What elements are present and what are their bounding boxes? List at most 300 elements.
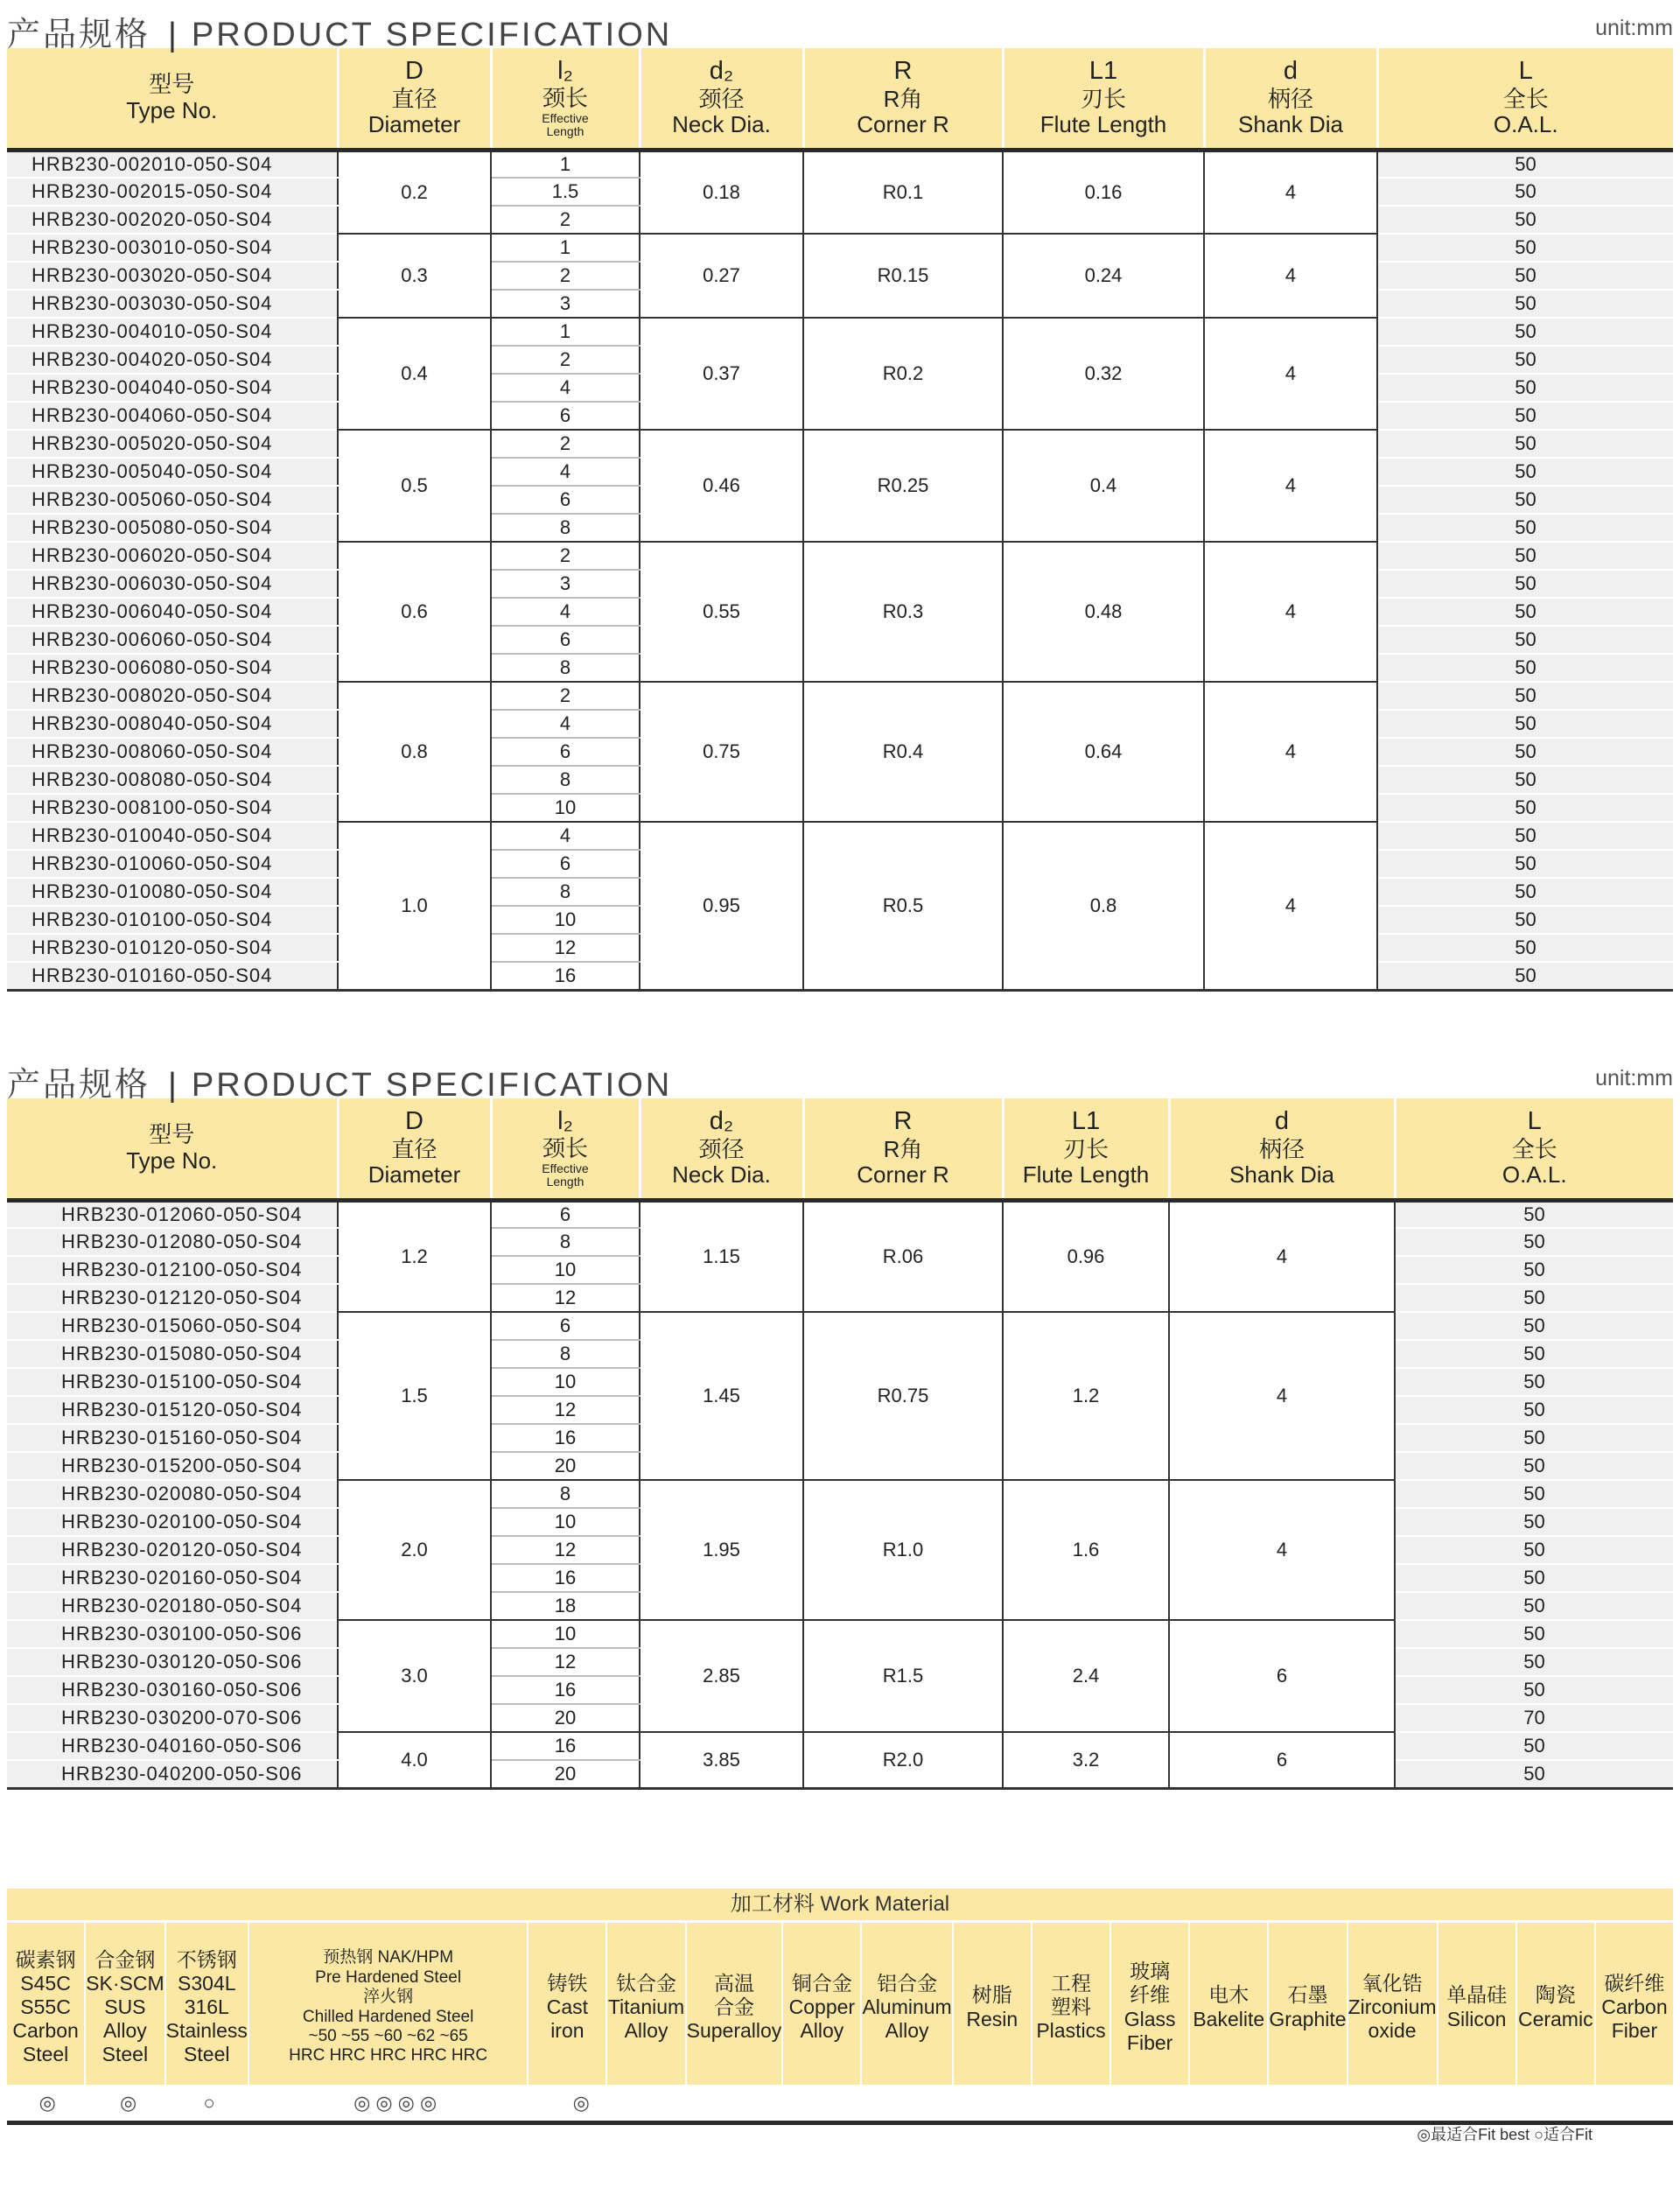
- oal-cell: 50: [1395, 1340, 1673, 1368]
- neck-dia-cell: 1.15: [640, 1200, 803, 1312]
- type-no-cell: HRB230-003020-050-S04: [7, 262, 338, 290]
- header-corner-r-line: R角: [883, 1135, 923, 1162]
- neck-length-cell: 16: [491, 1564, 640, 1592]
- neck-length-cell: 4: [491, 710, 640, 738]
- oal-cell: 50: [1395, 1676, 1673, 1704]
- oal-cell: 50: [1377, 234, 1673, 262]
- table-row: [7, 822, 1673, 850]
- title-en: PRODUCT SPECIFICATION: [191, 1067, 673, 1104]
- neck-dia-cell: 0.18: [640, 150, 803, 234]
- material-label: SUS: [104, 1995, 146, 2018]
- type-no-cell: HRB230-006080-050-S04: [7, 654, 338, 682]
- neck-dia-cell: 0.75: [640, 682, 803, 822]
- material-label: HRC HRC HRC HRC HRC: [289, 2046, 488, 2065]
- oal-cell: 50: [1377, 262, 1673, 290]
- neck-dia-cell: 0.55: [640, 542, 803, 682]
- type-no-cell: HRB230-008080-050-S04: [7, 766, 338, 794]
- header-diameter-line: 直径: [391, 1135, 438, 1162]
- header-flute-length: [1003, 48, 1204, 150]
- shank-dia-cell: 4: [1204, 150, 1377, 234]
- neck-dia-cell: 3.85: [640, 1732, 803, 1788]
- header-diameter-line: Diameter: [368, 111, 461, 138]
- material-label: Chilled Hardened Steel: [302, 2007, 474, 2026]
- header-neck-length: [491, 1098, 640, 1200]
- header-type-no-line: 型号: [149, 1120, 195, 1147]
- header-diameter-line: Diameter: [368, 1161, 461, 1189]
- material-label: Bakelite: [1193, 2007, 1265, 2030]
- neck-length-cell: 6: [491, 850, 640, 878]
- neck-length-cell: 3: [491, 570, 640, 598]
- header-neck-length-line: l₂: [557, 56, 573, 85]
- work-material-table: [7, 1889, 1673, 2125]
- material-label: 纤维: [1130, 1983, 1171, 2007]
- material-label: Carbon: [1601, 1995, 1668, 2018]
- type-no-cell: HRB230-008040-050-S04: [7, 710, 338, 738]
- neck-length-cell: 8: [491, 654, 640, 682]
- type-no-cell: HRB230-015200-050-S04: [7, 1452, 338, 1480]
- material-column: [1596, 1923, 1673, 2085]
- header-flute-length-line: L1: [1071, 1107, 1101, 1136]
- shank-dia-cell: 4: [1204, 318, 1377, 430]
- header-type-no: [7, 1098, 338, 1200]
- header-corner-r-line: Corner R: [857, 111, 949, 138]
- table-row: [7, 234, 1673, 262]
- oal-cell: 50: [1395, 1564, 1673, 1592]
- type-no-cell: HRB230-030160-050-S06: [7, 1676, 338, 1704]
- material-label: Graphite: [1269, 2007, 1347, 2030]
- material-column: [1111, 1923, 1190, 2085]
- material-label: Ceramic: [1517, 2007, 1593, 2030]
- type-no-cell: HRB230-020180-050-S04: [7, 1592, 338, 1620]
- header-diameter-line: D: [405, 57, 424, 86]
- flute-length-cell: 1.2: [1003, 1312, 1169, 1480]
- neck-dia-cell: 1.95: [640, 1480, 803, 1620]
- material-label: Silicon: [1446, 2007, 1507, 2030]
- header-neck-length-line: Length: [546, 124, 584, 139]
- type-no-cell: HRB230-008060-050-S04: [7, 738, 338, 766]
- oal-cell: 50: [1377, 878, 1673, 906]
- neck-length-cell: 4: [491, 374, 640, 402]
- material-label: Plastics: [1036, 2019, 1106, 2043]
- neck-length-cell: 1: [491, 318, 640, 346]
- neck-length-cell: 4: [491, 598, 640, 626]
- material-label: S304L: [178, 1971, 236, 1995]
- material-label: 碳素钢: [15, 1947, 76, 1971]
- header-oal-line: L: [1518, 57, 1533, 86]
- neck-length-cell: 8: [491, 1340, 640, 1368]
- header-neck-dia: [640, 1098, 803, 1200]
- type-no-cell: HRB230-010040-050-S04: [7, 822, 338, 850]
- table-row: [7, 542, 1673, 570]
- material-column: [249, 1923, 528, 2085]
- diameter-cell: 1.5: [338, 1312, 491, 1480]
- oal-cell: 50: [1377, 542, 1673, 570]
- header-flute-length: [1003, 1098, 1169, 1200]
- material-label: Alloy: [624, 2019, 668, 2043]
- header-neck-length-line: Effective: [542, 110, 589, 125]
- type-no-cell: HRB230-030100-050-S06: [7, 1620, 338, 1648]
- oal-cell: 50: [1395, 1424, 1673, 1452]
- material-column: [687, 1923, 784, 2085]
- material-label: Alloy: [800, 2019, 844, 2043]
- neck-length-cell: 3: [491, 290, 640, 318]
- type-no-cell: HRB230-012060-050-S04: [7, 1200, 338, 1228]
- material-label: Titanium: [607, 1995, 685, 2018]
- type-no-cell: HRB230-010100-050-S04: [7, 906, 338, 934]
- work-material-title: [7, 1889, 1673, 1920]
- material-label: SK·SCM: [86, 1971, 164, 1995]
- oal-cell: 50: [1377, 570, 1673, 598]
- neck-length-cell: 6: [491, 402, 640, 430]
- oal-cell: 50: [1395, 1284, 1673, 1312]
- flute-length-cell: 0.48: [1003, 542, 1204, 682]
- type-no-cell: HRB230-030200-070-S06: [7, 1704, 338, 1732]
- header-corner-r-line: R角: [883, 85, 923, 112]
- material-column: [1517, 1923, 1596, 2085]
- oal-cell: 50: [1395, 1256, 1673, 1284]
- oal-cell: 50: [1395, 1200, 1673, 1228]
- header-row: [7, 48, 1673, 150]
- type-no-cell: HRB230-004010-050-S04: [7, 318, 338, 346]
- oal-cell: 50: [1377, 710, 1673, 738]
- corner-r-cell: R0.2: [803, 318, 1003, 430]
- type-no-cell: HRB230-020080-050-S04: [7, 1480, 338, 1508]
- neck-length-cell: 4: [491, 822, 640, 850]
- material-label: 高温: [713, 1971, 754, 1995]
- type-no-cell: HRB230-010160-050-S04: [7, 962, 338, 990]
- material-label: Steel: [184, 2043, 230, 2066]
- material-label: Copper: [788, 1995, 856, 2018]
- shank-dia-cell: 6: [1169, 1732, 1395, 1788]
- corner-r-cell: R1.5: [803, 1620, 1003, 1732]
- type-no-cell: HRB230-020160-050-S04: [7, 1564, 338, 1592]
- type-no-cell: HRB230-006040-050-S04: [7, 598, 338, 626]
- corner-r-cell: R0.1: [803, 150, 1003, 234]
- header-neck-length: [491, 48, 640, 150]
- material-column: [954, 1923, 1032, 2085]
- type-no-cell: HRB230-002020-050-S04: [7, 206, 338, 234]
- flute-length-cell: 0.96: [1003, 1200, 1169, 1312]
- neck-length-cell: 12: [491, 934, 640, 962]
- section-title-row: [7, 1050, 1673, 1104]
- suitability-mark: ◎ ◎ ◎ ◎: [354, 2091, 438, 2114]
- material-label: iron: [550, 2019, 584, 2043]
- header-neck-dia-line: d₂: [709, 57, 734, 86]
- corner-r-cell: R0.5: [803, 822, 1003, 990]
- flute-length-cell: 0.24: [1003, 234, 1204, 318]
- oal-cell: 50: [1377, 374, 1673, 402]
- header-neck-dia-line: Neck Dia.: [672, 1161, 771, 1189]
- header-flute-length-line: Flute Length: [1040, 111, 1167, 138]
- suitability-mark: ◎: [572, 2091, 590, 2114]
- suitability-mark: ○: [203, 2091, 215, 2114]
- wm-title-en: Work Material: [820, 1892, 950, 1916]
- neck-length-cell: 2: [491, 206, 640, 234]
- oal-cell: 50: [1395, 1592, 1673, 1620]
- header-shank-dia-line: Shank Dia: [1229, 1161, 1334, 1189]
- neck-length-cell: 8: [491, 1480, 640, 1508]
- header-diameter-line: 直径: [391, 85, 438, 112]
- neck-length-cell: 6: [491, 1312, 640, 1340]
- oal-cell: 50: [1377, 626, 1673, 654]
- diameter-cell: 0.4: [338, 318, 491, 430]
- material-label: Alloy: [102, 2019, 147, 2043]
- header-corner-r-line: R: [893, 57, 913, 86]
- corner-r-cell: R2.0: [803, 1732, 1003, 1788]
- neck-length-cell: 1: [491, 234, 640, 262]
- type-no-cell: HRB230-012120-050-S04: [7, 1284, 338, 1312]
- shank-dia-cell: 4: [1204, 822, 1377, 990]
- title-cn: 产品规格: [7, 1067, 151, 1104]
- header-oal-line: O.A.L.: [1502, 1161, 1567, 1189]
- corner-r-cell: R0.25: [803, 430, 1003, 542]
- header-corner-r: [803, 48, 1003, 150]
- material-column: [86, 1923, 165, 2085]
- title-cn: 产品规格: [7, 17, 151, 53]
- header-row: [7, 1098, 1673, 1200]
- material-label: 钛合金: [616, 1971, 677, 1995]
- oal-cell: 50: [1395, 1368, 1673, 1396]
- type-no-cell: HRB230-015060-050-S04: [7, 1312, 338, 1340]
- header-neck-length-line: Effective: [542, 1161, 589, 1175]
- header-shank-dia-line: 柄径: [1258, 1135, 1305, 1162]
- type-no-cell: HRB230-012100-050-S04: [7, 1256, 338, 1284]
- spec-table-1: [7, 48, 1673, 992]
- material-label: ~50 ~55 ~60 ~62 ~65: [308, 2026, 468, 2045]
- material-label: 合金钢: [94, 1947, 156, 1971]
- material-label: 工程: [1050, 1971, 1091, 1995]
- type-no-cell: HRB230-015160-050-S04: [7, 1424, 338, 1452]
- neck-length-cell: 10: [491, 1256, 640, 1284]
- oal-cell: 50: [1377, 822, 1673, 850]
- material-label: Cast: [546, 1995, 589, 2018]
- neck-length-cell: 2: [491, 346, 640, 374]
- type-no-cell: HRB230-010060-050-S04: [7, 850, 338, 878]
- diameter-cell: 1.0: [338, 822, 491, 990]
- neck-length-cell: 10: [491, 794, 640, 822]
- neck-length-cell: 4: [491, 458, 640, 486]
- header-shank-dia-line: d: [1283, 57, 1298, 86]
- material-label: 预热钢 NAK/HPM: [323, 1948, 454, 1967]
- material-label: 氧化锆: [1362, 1971, 1423, 1995]
- neck-length-cell: 8: [491, 514, 640, 542]
- type-no-cell: HRB230-004060-050-S04: [7, 402, 338, 430]
- oal-cell: 50: [1377, 150, 1673, 178]
- oal-cell: 50: [1377, 206, 1673, 234]
- flute-length-cell: 0.32: [1003, 318, 1204, 430]
- header-flute-length-line: 刃长: [1062, 1135, 1109, 1162]
- type-no-cell: HRB230-003030-050-S04: [7, 290, 338, 318]
- oal-cell: 50: [1395, 1312, 1673, 1340]
- diameter-cell: 0.2: [338, 150, 491, 234]
- type-no-cell: HRB230-003010-050-S04: [7, 234, 338, 262]
- header-flute-length-line: 刃长: [1080, 85, 1126, 112]
- header-corner-r-line: R: [893, 1107, 913, 1136]
- neck-length-cell: 2: [491, 682, 640, 710]
- type-no-cell: HRB230-010080-050-S04: [7, 878, 338, 906]
- material-label: 铸铁: [547, 1971, 588, 1995]
- diameter-cell: 0.8: [338, 682, 491, 822]
- corner-r-cell: R0.3: [803, 542, 1003, 682]
- diameter-cell: 0.6: [338, 542, 491, 682]
- material-label: 不锈钢: [176, 1947, 237, 1971]
- header-neck-dia-line: 颈径: [698, 1135, 745, 1162]
- unit-label: unit:mm: [1595, 1066, 1673, 1090]
- material-column: [1032, 1923, 1111, 2085]
- table-row: [7, 1620, 1673, 1648]
- header-neck-length-line: 颈长: [542, 85, 588, 112]
- flute-length-cell: 1.6: [1003, 1480, 1169, 1620]
- corner-r-cell: R1.0: [803, 1480, 1003, 1620]
- type-no-cell: HRB230-006020-050-S04: [7, 542, 338, 570]
- material-column: [1438, 1923, 1517, 2085]
- neck-dia-cell: 0.27: [640, 234, 803, 318]
- header-neck-dia-line: 颈径: [698, 85, 745, 112]
- neck-length-cell: 8: [491, 766, 640, 794]
- oal-cell: 50: [1395, 1508, 1673, 1536]
- diameter-cell: 1.2: [338, 1200, 491, 1312]
- shank-dia-cell: 4: [1204, 430, 1377, 542]
- type-no-cell: HRB230-015100-050-S04: [7, 1368, 338, 1396]
- header-oal-line: 全长: [1511, 1135, 1558, 1162]
- diameter-cell: 2.0: [338, 1480, 491, 1620]
- section-title: 产品规格 | PRODUCT SPECIFICATION: [7, 17, 673, 53]
- neck-length-cell: 20: [491, 1760, 640, 1788]
- table-row: [7, 682, 1673, 710]
- shank-dia-cell: 6: [1169, 1620, 1395, 1732]
- material-label: S45C: [20, 1971, 71, 1995]
- neck-length-cell: 16: [491, 962, 640, 990]
- neck-length-cell: 2: [491, 430, 640, 458]
- material-label: Fiber: [1611, 2019, 1658, 2043]
- material-label: 石墨: [1287, 1983, 1328, 2007]
- material-label: Alloy: [885, 2019, 929, 2043]
- header-shank-dia-line: d: [1274, 1107, 1290, 1136]
- work-material-columns: [7, 1920, 1673, 2085]
- flute-length-cell: 0.8: [1003, 822, 1204, 990]
- type-no-cell: HRB230-004020-050-S04: [7, 346, 338, 374]
- suitability-mark: ◎: [38, 2091, 56, 2114]
- section-title: 产品规格 | PRODUCT SPECIFICATION: [7, 1067, 673, 1104]
- material-column: [607, 1923, 686, 2085]
- neck-length-cell: 10: [491, 1368, 640, 1396]
- diameter-cell: 4.0: [338, 1732, 491, 1788]
- type-no-cell: HRB230-010120-050-S04: [7, 934, 338, 962]
- material-column: [1190, 1923, 1269, 2085]
- material-label: Glass: [1124, 2007, 1176, 2030]
- oal-cell: 50: [1395, 1732, 1673, 1760]
- flute-length-cell: 3.2: [1003, 1732, 1169, 1788]
- material-label: 合金: [713, 1995, 754, 2018]
- type-no-cell: HRB230-020120-050-S04: [7, 1536, 338, 1564]
- header-neck-length-line: 颈长: [542, 1135, 588, 1162]
- oal-cell: 50: [1377, 318, 1673, 346]
- material-label: 淬火钢: [363, 1988, 414, 2007]
- header-shank-dia-line: Shank Dia: [1238, 111, 1343, 138]
- oal-cell: 50: [1395, 1760, 1673, 1788]
- neck-length-cell: 12: [491, 1536, 640, 1564]
- oal-cell: 50: [1377, 766, 1673, 794]
- table-row: [7, 1732, 1673, 1760]
- type-no-cell: HRB230-005020-050-S04: [7, 430, 338, 458]
- neck-length-cell: 10: [491, 1620, 640, 1648]
- shank-dia-cell: 4: [1204, 542, 1377, 682]
- type-no-cell: HRB230-008100-050-S04: [7, 794, 338, 822]
- header-diameter: [338, 1098, 491, 1200]
- neck-length-cell: 2: [491, 262, 640, 290]
- flute-length-cell: 2.4: [1003, 1620, 1169, 1732]
- material-label: 碳纤维: [1604, 1971, 1665, 1995]
- header-shank-dia: [1169, 1098, 1395, 1200]
- header-diameter-line: D: [405, 1107, 424, 1136]
- material-label: 铝合金: [877, 1971, 938, 1995]
- type-no-cell: HRB230-020100-050-S04: [7, 1508, 338, 1536]
- oal-cell: 50: [1395, 1396, 1673, 1424]
- oal-cell: 50: [1395, 1452, 1673, 1480]
- neck-dia-cell: 2.85: [640, 1620, 803, 1732]
- neck-length-cell: 6: [491, 486, 640, 514]
- shank-dia-cell: 4: [1169, 1480, 1395, 1620]
- material-column: [7, 1923, 86, 2085]
- oal-cell: 50: [1377, 178, 1673, 206]
- neck-length-cell: 1: [491, 150, 640, 178]
- oal-cell: 50: [1377, 850, 1673, 878]
- neck-length-cell: 16: [491, 1732, 640, 1760]
- header-shank-dia: [1204, 48, 1377, 150]
- wm-title-cn: 加工材料: [730, 1892, 815, 1916]
- neck-length-cell: 12: [491, 1284, 640, 1312]
- header-type-no-line: 型号: [149, 70, 195, 97]
- oal-cell: 50: [1377, 794, 1673, 822]
- corner-r-cell: R0.4: [803, 682, 1003, 822]
- neck-length-cell: 10: [491, 1508, 640, 1536]
- header-neck-length-line: l₂: [557, 1106, 573, 1135]
- header-corner-r-line: Corner R: [857, 1161, 949, 1189]
- header-oal: [1395, 1098, 1673, 1200]
- flute-length-cell: 0.16: [1003, 150, 1204, 234]
- diameter-cell: 0.5: [338, 430, 491, 542]
- type-no-cell: HRB230-005060-050-S04: [7, 486, 338, 514]
- header-oal: [1377, 48, 1673, 150]
- oal-cell: 50: [1377, 486, 1673, 514]
- oal-cell: 50: [1395, 1228, 1673, 1256]
- type-no-cell: HRB230-002010-050-S04: [7, 150, 338, 178]
- type-no-cell: HRB230-005080-050-S04: [7, 514, 338, 542]
- table-row: [7, 150, 1673, 178]
- type-no-cell: HRB230-004040-050-S04: [7, 374, 338, 402]
- type-no-cell: HRB230-012080-050-S04: [7, 1228, 338, 1256]
- header-type-no-line: Type No.: [126, 96, 218, 123]
- header-neck-dia: [640, 48, 803, 150]
- header-corner-r: [803, 1098, 1003, 1200]
- neck-length-cell: 10: [491, 906, 640, 934]
- oal-cell: 50: [1377, 514, 1673, 542]
- oal-cell: 50: [1377, 290, 1673, 318]
- type-no-cell: HRB230-005040-050-S04: [7, 458, 338, 486]
- corner-r-cell: R0.15: [803, 234, 1003, 318]
- spec-section-1: [7, 0, 1673, 992]
- oal-cell: 50: [1377, 402, 1673, 430]
- neck-length-cell: 8: [491, 878, 640, 906]
- table-row: [7, 430, 1673, 458]
- material-label: 铜合金: [791, 1971, 852, 1995]
- material-label: 塑料: [1050, 1995, 1091, 2018]
- material-label: Steel: [102, 2043, 149, 2066]
- flute-length-cell: 0.4: [1003, 430, 1204, 542]
- header-flute-length-line: Flute Length: [1022, 1161, 1150, 1189]
- suitability-mark: ◎: [120, 2091, 137, 2114]
- neck-length-cell: 2: [491, 542, 640, 570]
